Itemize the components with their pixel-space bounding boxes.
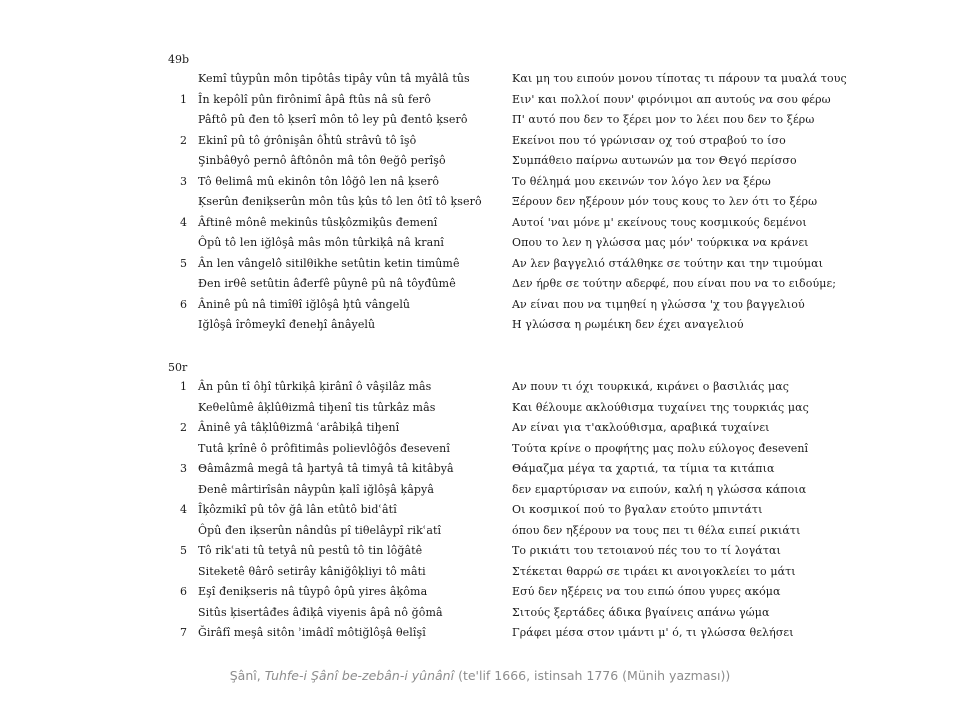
- transliteration-text: Iğlôşâ îrômeykî đeneḩî ânâyelû: [198, 318, 376, 331]
- verse-number: 4: [180, 215, 187, 229]
- greek-text: όπου δεν ηξέρουν να τους πει τι θέλα ειπεί ρικιάτι: [512, 523, 801, 537]
- verse-line: [0, 500, 960, 520]
- transliteration-text: Θâmâzmâ megâ tâ ḩartyâ tâ timyâ tâ kitâbyâ: [198, 462, 454, 475]
- transliteration-text: În kepôlî pûn firônimî âpâ ftûs nâ sû ferô: [198, 92, 431, 106]
- transliteration-text: Ân len vângelô sitilθikhe setûtin ketin timûmê: [198, 256, 460, 270]
- verse-line: [0, 582, 960, 602]
- verse-line: [0, 213, 960, 233]
- verse-line: [0, 398, 960, 418]
- verse-number: 1: [180, 380, 187, 393]
- transliteration-text: Ôpû đen iķserûn nândûs pî tiθelâypî rikʿatî: [198, 523, 442, 537]
- verse-line: [0, 295, 960, 315]
- transliteration-text: Âninê pû nâ timîθî iğlôşâ ḩtû vângelû: [198, 297, 411, 311]
- greek-text: Οι κοσμικοί πού το βγαλαν ετούτο μπιντάτι: [512, 503, 763, 516]
- verse-line: [0, 541, 960, 561]
- greek-text: Συμπάθειο παίρνω αυτωνών μα τον Θεγό περίσσο: [512, 154, 797, 167]
- verse-line: [0, 274, 960, 294]
- verse-line: [0, 315, 960, 335]
- greek-text: Και θέλουμε ακλούθισμα τυχαίνει της τουρκιάς μας: [512, 400, 809, 414]
- verse-number: 4: [180, 503, 187, 516]
- verse-line: [0, 233, 960, 253]
- verse-line: [0, 90, 960, 110]
- transliteration-text: Tô rikʿati tû tetyâ nû pestû tô tin lôğâtê: [198, 544, 423, 557]
- greek-text: Θάμαζμα μέγα τα χαρτιά, τα τίμια τα κιτάπια: [512, 462, 775, 475]
- greek-text: Η γλώσσα η ρωμέικη δεν έχει αναγελιού: [512, 318, 744, 331]
- greek-text: Και μη του ειπούν μονου τίποτας τι πάρουν τα μυαλά τους: [512, 72, 847, 85]
- verse-line: [0, 480, 960, 500]
- greek-text: Οπου το λεν η γλώσσα μας μόν' τούρκικα να κράνει: [512, 236, 809, 249]
- caption-title: Tuhfe-i Şânî be-zebân-i yûnânî: [264, 668, 455, 683]
- verse-number: 5: [180, 544, 187, 557]
- greek-text: Ξέρουν δεν ηξέρουν μόν τους κους το λεν ότι το ξέρω: [512, 195, 818, 208]
- verse-number: 3: [180, 174, 187, 188]
- transliteration-text: Đen irθê setûtin âđerfê pûynê pû nâ tôyđûmê: [198, 277, 456, 290]
- verse-line: [0, 69, 960, 89]
- verse-line: [0, 172, 960, 192]
- transliteration-text: Ân pûn tî ôḩî tûrkiķâ ķirânî ô vâşilâz mâs: [198, 380, 432, 393]
- verse-line: [0, 110, 960, 130]
- greek-text: Γράφει μέσα στον ιμάντι μ' ό, τι γλώσσα θελήσει: [512, 626, 794, 639]
- verse-number: 1: [180, 92, 187, 106]
- greek-text: Εκείνοι που τό γρώνισαν οχ τού στραβού το ίσο: [512, 133, 786, 147]
- verse-line: [0, 377, 960, 397]
- greek-text: Ειν' και πολλοί πουν' φιρόνιμοι απ αυτούς να σου φέρω: [512, 92, 831, 106]
- greek-text: Αυτοί 'ναι μόνε μ' εκείνους τους κοσμικούς δεμένοι: [512, 215, 807, 229]
- transliteration-text: Îķôzmikî pû tôv ğâ lân etûtô bidʿâtî: [198, 503, 397, 516]
- transliteration-text: Kemî tûypûn môn tipôtâs tipây vûn tâ myâlâ tûs: [198, 72, 470, 85]
- greek-text: Το ρικιάτι του τετοιανού πές του το τί λογάται: [512, 544, 781, 557]
- greek-text: Δεν ήρθε σε τούτην αδερφέ, που είναι που να το ειδούμε;: [512, 277, 837, 290]
- verse-number: 2: [180, 133, 187, 147]
- caption-author: Şânî: [229, 668, 257, 683]
- verse-line: [0, 562, 960, 582]
- caption-details: (te'lif 1666, istinsah 1776 (Münih yazması)): [454, 668, 731, 683]
- transliteration-text: Ğirâfî meşâ sitôn ʾimâdî môtiğlôşâ θelîşî: [198, 626, 426, 639]
- transliteration-text: Siteketê θârô setirây kâniğôķliyi tô mâti: [198, 564, 426, 578]
- greek-text: δεν εμαρτύρισαν να ειπούν, καλή η γλώσσα κάποια: [512, 482, 807, 496]
- greek-text: Αν πουν τι όχι τουρκικά, κιράνει ο βασιλιάς μας: [512, 380, 790, 393]
- transliteration-text: Tutâ ķrînê ô prôfitimâs polievlôğôs đesevenî: [198, 441, 450, 455]
- verse-number: 6: [180, 297, 187, 311]
- verse-line: [0, 131, 960, 151]
- verse-number: 6: [180, 585, 187, 598]
- figure-caption: [0, 667, 960, 685]
- transliteration-text: Şinbâθyô pernô âftônôn mâ tôn θeğô perîşô: [198, 154, 446, 167]
- transliteration-text: Âftinê mônê mekinûs tûsķôzmiķûs đemenî: [198, 215, 438, 229]
- verse-line: [0, 192, 960, 212]
- verse-number: 5: [180, 256, 187, 270]
- transliteration-text: Sitûs ķisertâđes âđiķâ viyenis âpâ nô ğômâ: [198, 605, 443, 619]
- verse-line: [0, 623, 960, 643]
- greek-text: Στέκεται θαρρώ σε τιράει κι ανοιγοκλείει το μάτι: [512, 564, 796, 578]
- verse-number: 3: [180, 462, 187, 475]
- verse-number: 7: [180, 626, 187, 639]
- verse-line: [0, 603, 960, 623]
- transliteration-text: Tô θelimâ mû ekinôn tôn lôğô len nâ ķserô: [198, 174, 440, 188]
- greek-text: Σιτούς ξερτάδες άδικα βγαίνεις απάνω γώμα: [512, 605, 770, 619]
- greek-text: Αν λεν βαγγελιό στάλθηκε σε τούτην και την τιμούμαι: [512, 256, 824, 270]
- verse-number: 2: [180, 421, 187, 434]
- greek-text: Εσύ δεν ηξέρεις να του ειπώ όπου γυρες ακόμα: [512, 585, 781, 598]
- verse-line: [0, 459, 960, 479]
- transliteration-text: Ôpû tô len iğlôşâ mâs môn tûrkiķâ nâ kranî: [198, 236, 445, 249]
- verse-line: [0, 418, 960, 438]
- transliteration-text: Ķserûn đeniķserûn môn tûs ķûs tô len ôtî tô ķserô: [198, 195, 482, 208]
- greek-text: Το θέλημά μου εκεινών τον λόγο λεν να ξέρω: [512, 174, 771, 188]
- greek-text: Αν είναι που να τιμηθεί η γλώσσα 'χ του βαγγελιού: [512, 297, 805, 311]
- transliteration-text: Pâftô pû đen tô ķserî môn tô ley pû đentô ķserô: [198, 113, 468, 126]
- greek-text: Τούτα κρίνε ο προφήτης μας πολυ εύλογος đesevenî: [512, 441, 809, 455]
- greek-text: Π' αυτό που δεν το ξέρει μον το λέει που δεν το ξέρω: [512, 113, 815, 126]
- transliteration-text: Đenê mârtirîsân nâypûn ķalî iğlôşâ ķâpyâ: [198, 482, 434, 496]
- verse-line: [0, 521, 960, 541]
- transliteration-text: Keθelûmê âķlûθizmâ tiḩenî tis tûrkâz mâs: [198, 400, 436, 414]
- folio-label: 49b: [168, 53, 190, 66]
- transliteration-text: Eşî đeniķseris nâ tûypô ôpû yires âķôma: [198, 585, 428, 598]
- greek-text: Αν είναι για τ'ακλούθισμα, αραβικά τυχαίνει: [512, 421, 770, 434]
- verse-line: [0, 151, 960, 171]
- transliteration-text: Âninê yâ tâķlûθizmâ ʿarâbiķâ tiḩenî: [198, 421, 400, 434]
- caption-separator: ,: [256, 668, 265, 683]
- verse-line: [0, 439, 960, 459]
- folio-label: 50r: [168, 361, 188, 374]
- transliteration-text: Ekinî pû tô ģrônişân ôĥtû strâvû tô îşô: [198, 133, 417, 147]
- verse-line: [0, 254, 960, 274]
